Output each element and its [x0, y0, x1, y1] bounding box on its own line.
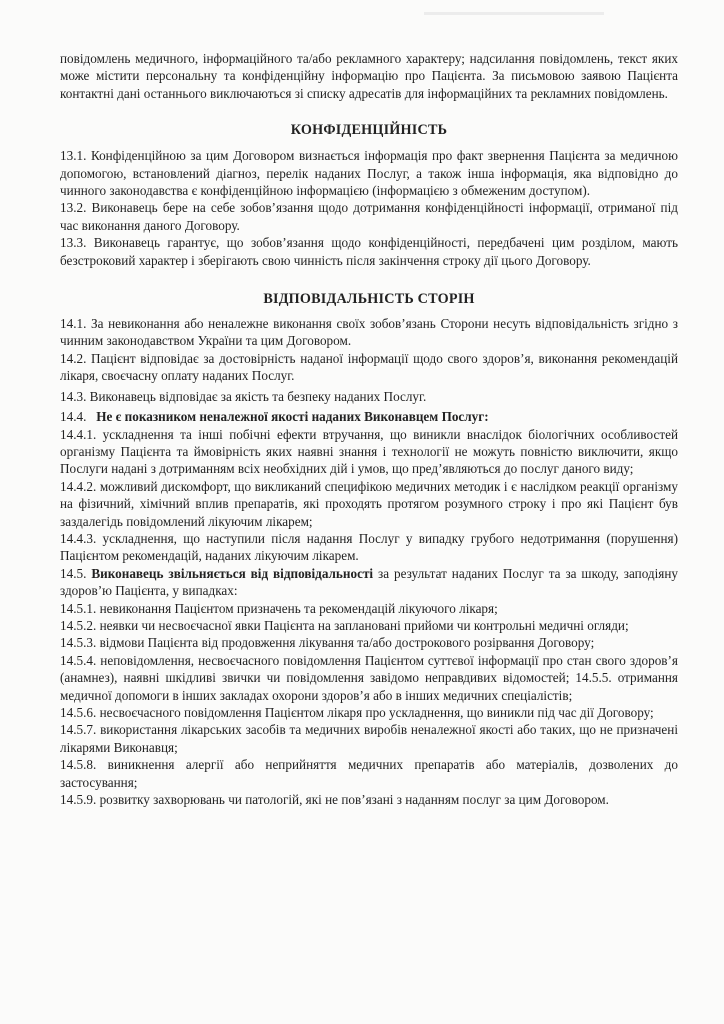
- clause-14-4-2: 14.4.2. можливий дискомфорт, що викликаний специфікою медичних методик і є наслідком реакції організму на фізичний, хімічний вплив препаратів, які проходять протягом розумного строку і про які Пацієнт був заздалегідь повідомлений лікуючим лікарем;: [60, 478, 678, 529]
- clause-14-5-1: 14.5.1. невиконання Пацієнтом призначень та рекомендацій лікуючого лікаря;: [60, 600, 498, 616]
- clause-14-5-3: 14.5.3. відмови Пацієнта від продовження лікування та/або дострокового розірвання Договору;: [60, 635, 595, 651]
- clause-14-5-7: 14.5.7. використання лікарських засобів та медичних виробів неналежної якості або таких, що не призначені лікарями Виконавця;: [60, 722, 678, 755]
- clause-13-3: 13.3. Виконавець гарантує, що зобов’язання щодо конфіденційності, передбачені цим розділом, мають безстроковий характер і зберігають свою чинність після закінчення строку дії цього Договору.: [60, 235, 678, 268]
- clause-13-1: 13.1. Конфіденційною за цим Договором визнається інформація про факт звернення Пацієнта за медичною допомогою, встановлений діагноз, перелік наданих Послуг, а також інша інформація, яка відповідно до чинного законодавства є конфіденційною інформацією (інформацією з обмеженим доступом).: [60, 148, 678, 199]
- clause-14-5-8: 14.5.8. виникнення алергії або неприйняття медичних препаратів або матеріалів, дозволених до застосування;: [60, 757, 678, 790]
- clause-14-5-number: 14.5.: [60, 565, 92, 581]
- clause-14-4-3: 14.4.3. ускладнення, що наступили після надання Послуг у випадку грубого недотримання (порушення) Пацієнтом рекомендацій, наданих лікуючим лікарем.: [60, 530, 678, 564]
- clause-14-4: [60, 408, 678, 425]
- clause-14-5-9: 14.5.9. розвитку захворювань чи патологій, які не пов’язані з наданням послуг за цим Договором.: [60, 792, 609, 808]
- clause-14-5-bold-text: Виконавець звільняється від відповідальності: [91, 565, 374, 581]
- intro-paragraph: повідомлень медичного, інформаційного та/або рекламного характеру; надсилання повідомлень, текст яких може містити персональну та конфіденційну інформацію про Пацієнта. За письмовою заявою Пацієнта контактні дані останнього виключаються зі списку адресатів для інформаційних та рекламних повідомлень.: [60, 51, 678, 101]
- clause-13-2: 13.2. Виконавець бере на себе зобов’язання щодо дотримання конфіденційності інформації, отриманої під час виконання даного Договору.: [60, 200, 678, 233]
- clause-14-4-bold-text: Не є показником неналежної якості наданих Виконавцем Послуг:: [96, 409, 489, 425]
- clause-14-2: 14.2. Пацієнт відповідає за достовірність наданої інформації щодо свого здоров’я, виконання рекомендацій лікаря, своєчасну оплату наданих Послуг.: [60, 350, 678, 384]
- scan-artifact: [424, 12, 604, 15]
- clause-14-3: 14.3. Виконавець відповідає за якість та безпеку наданих Послуг.: [60, 388, 427, 404]
- clause-14-5-text: за результат наданих Послуг та за шкоду, заподіяну здоров’ю Пацієнта, у випадках:: [60, 565, 678, 599]
- clause-14-4-1: 14.4.1. ускладнення та інші побічні ефекти втручання, що виникли внаслідок біологічних особливостей організму Пацієнта та ймовірність яких наявні знання і технології не можуть повністю виключити, якщо Послуги надані з дотриманням всіх необхідних дій і умов, що пред’являються до послуг даного виду;: [60, 426, 678, 477]
- clause-14-1: 14.1. За невиконання або неналежне виконання своїх зобов’язань Сторони несуть відповідальність згідно з чинним законодавством України та цим Договором.: [60, 316, 678, 349]
- clause-14-4-number: 14.4.: [60, 409, 97, 425]
- clause-14-5-6: 14.5.6. несвоєчасного повідомлення Пацієнтом лікаря про ускладнення, що виникли під час дії Договору;: [60, 705, 654, 720]
- confidentiality-heading: КОНФІДЕНЦІЙНІСТЬ: [290, 122, 448, 139]
- responsibility-heading: ВІДПОВІДАЛЬНІСТЬ СТОРІН: [263, 291, 475, 308]
- clause-14-5-2: 14.5.2. неявки чи несвоєчасної явки Пацієнта на заплановані прийоми чи контрольні медичні огляди;: [60, 617, 629, 633]
- clause-14-5-4: 14.5.4. неповідомлення, несвоєчасного повідомлення Пацієнтом суттєвої інформації про стан свого здоров’я (анамнез), наявні шкідливі звички чи повідомлення завідомо неправдивих відомостей; 14.5.5. отримання медичної допомоги в інших закладах охорони здоров’я або в інших медичних спеціалістів;: [60, 652, 678, 703]
- clause-14-5: [60, 565, 678, 600]
